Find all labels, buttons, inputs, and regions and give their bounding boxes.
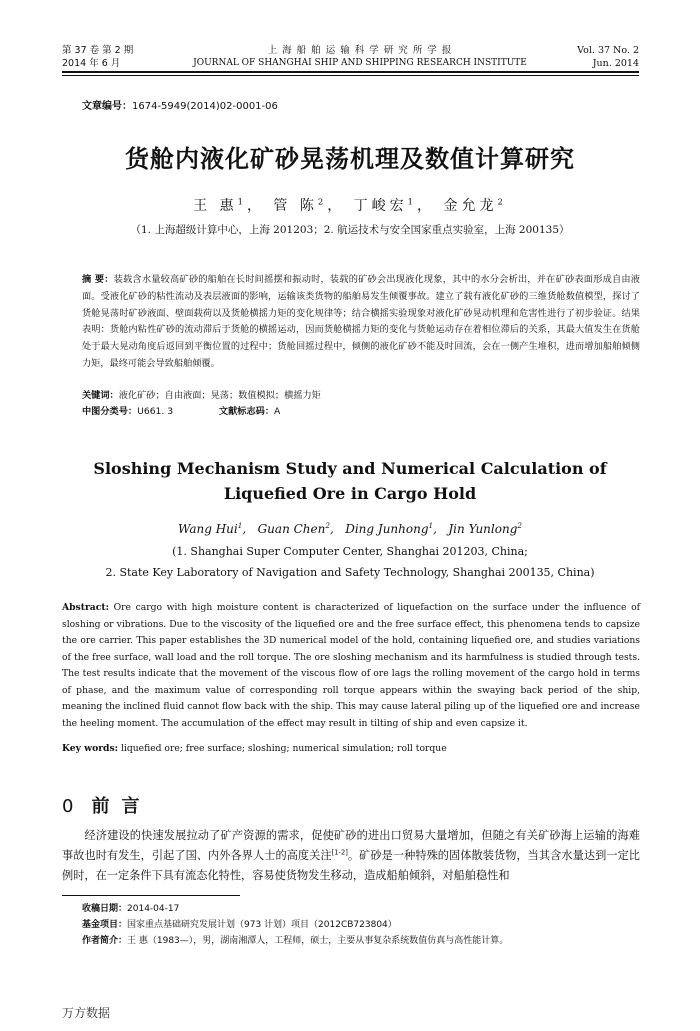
author-cn-3: 丁峻宏$^1$ [353,196,418,214]
citation: [1-2] [331,848,348,857]
paper-title-en-line2: Liquefied Ore in Cargo Hold [223,484,477,503]
article-number [82,97,278,112]
body-text-2: 。矿砂是一种特殊的固体散装货物，当其含水量达到一定比例时，在一定条件下具有流态化特性，容易使货物发生移动，造成船舶倾斜，对船舶稳性和 [62,849,640,882]
author-cn-2: 管 陈$^2$ [273,196,328,214]
paper-title-en-line1: Sloshing Mechanism Study and Numerical Calculation of [93,459,607,478]
clc-value: U661. 3 [137,406,174,417]
abstract-cn-label: 摘 要： [82,274,114,285]
clc-label: 中图分类号： [82,406,138,417]
doc-code-label: 文献标志码： [218,406,275,417]
footnote-received-text: 2014-04-17 [127,904,180,914]
journal-vol-en: Vol. 37 No. 2 [577,45,639,56]
author-en-1: Wang Hui$^1$ [178,521,243,536]
header-rule-thick [62,71,639,73]
authors-en: Wang Hui$^1$, Guan Chen$^2$, Ding Junhong$^1$, Jin Yunlong$^2$ [178,521,522,536]
doc-code-value: A [274,406,281,417]
journal-date-cn: 2014 年 6 月 [62,58,121,69]
authors-cn: 王 惠$^1$， 管 陈$^2$， 丁峻宏$^1$， 金允龙$^2$ [193,196,507,214]
abstract-en-text: Ore cargo with high moisture content is characterized of liquefaction on the surface under the influence of sloshing or vibrations. Due to the viscosity of the liquefied ore and the free surface effect, this phenomena tends to capsize the ore carrier. This paper establishes the 3D numerical model of the hold, containing liquefied ore, and studies variations of the free surface, wall load and the roll torque. The ore sloshing mechanism and its harmfulness is studied through tests. The test results indicate that the movement of the viscous flow of ore lags the rolling movement of the cargo hold in terms of phase, and the maximum value of corresponding roll torque appears within the swaying back period of the ship, meaning the inclined fluid cannot flow back with the ship. This may cause lateral piling up of the liquefied ore and increase the heeling moment. The accumulation of the effect may result in tilting of ship and even capsize it. [62,602,641,729]
footnote-received-label: 收稿日期： [82,904,128,914]
keywords-cn-label: 关键词： [82,390,119,401]
paper-title-en [0,456,700,506]
footnote-funding-text: 国家重点基础研究发展计划（973 计划）项目（2012CB723804） [127,920,397,930]
abstract-cn [82,272,640,373]
body-text-1: 经济建设的快速发展拉动了矿产资源的需求，促使矿砂的进出口贸易大量增加，但随之有关矿砂海上运输的海难事故也时有发生，引起了国、内外各界人士的高度关注 [62,829,640,862]
abstract-en [62,600,640,732]
body-paragraph [62,826,640,886]
section-heading [62,792,151,818]
keywords-en-label: Key words: [62,743,119,754]
author-cn-4: 金允龙$^2$ [443,196,507,214]
journal-volume-en [560,44,639,70]
footnote-author-bio [82,933,642,946]
keywords-en [62,743,640,754]
journal-name-cn: 上 海 船 舶 运 输 科 学 研 究 所 学 报 [267,45,453,56]
footnote-bio-text: 王 惠（1983—），男，湖南湘潭人，工程师，硕士，主要从事复杂系统数值仿真与高性能计算。 [127,936,509,946]
abstract-en-label: Abstract: [62,602,109,613]
keywords-cn-text: 液化矿砂；自由液面；晃荡；数值模拟；横摇力矩 [118,390,321,401]
affiliation-en-line1: (1. Shanghai Super Computer Center, Shanghai 201203, China; [172,545,528,558]
author-en-2: Guan Chen$^2$ [257,521,330,536]
author-en-4: Jin Yunlong$^2$ [448,521,522,536]
paper-title-cn: 货舱内液化矿砂晃荡机理及数值计算研究 [125,145,575,173]
author-en-3: Ding Junhong$^1$ [345,521,434,536]
journal-date-en: Jun. 2014 [592,58,639,69]
affiliation-en-line2: 2. State Key Laboratory of Navigation and Safety Technology, Shanghai 200135, China) [105,566,595,579]
journal-name-en: JOURNAL OF SHANGHAI SHIP AND SHIPPING RESEARCH INSTITUTE [193,58,527,68]
header-rule-thin [62,75,639,76]
classification [82,405,640,419]
section-number: 0 [62,796,74,817]
author-cn-1: 王 惠$^1$ [193,196,247,214]
footnote-funding [82,917,642,930]
abstract-cn-text: 装载含水量较高矿砂的船舶在长时间摇摆和振动时，装载的矿砂会出现液化现象，其中的水分会析出，并在矿砂表面形成自由液面。受液化矿砂的粘性流动及表层液面的影响，运输该类货物的船舶易发生倾覆事故。建立了载有液化矿砂的三维货舱数值模型，探讨了货舱晃荡时矿砂液面、壁面载荷以及货舱横摇力矩的变化规律等；结合横摇实验现象对液化矿砂晃动机理和危害性进行了初步验证。结果表明：货舱内粘性矿砂的流动滞后于货舱的横摇运动，因而货舱横摇力矩的变化与货舱运动存在着相位滞后的关系，其最大值发生在货舱处于最大晃动角度后返回到平衡位置的过程中；货舱回摇过程中，倾侧的液化矿砂不能及时回流，会在一侧产生堆积，进而增加船舶倾侧力矩，最终可能会导致船舶倾覆。 [82,274,640,369]
affiliation-cn: （1. 上海超级计算中心，上海 201203；2. 航运技术与安全国家重点实验室，上海 200135） [130,224,570,236]
keywords-cn [82,389,640,403]
footnote-rule [62,895,240,896]
journal-volume-cn: 第 37 卷 第 2 期 [62,45,134,56]
journal-name [150,44,570,70]
footnote-bio-label: 作者简介： [82,936,128,946]
watermark-wanfang: 万方数据 [62,1006,111,1020]
article-number-label: 文章编号： [82,101,132,112]
footnote-funding-label: 基金项目： [82,920,128,930]
keywords-en-text: liquefied ore; free surface; sloshing; numerical simulation; roll torque [120,743,447,754]
journal-volume-issue [62,44,133,70]
footnote-received [82,901,642,914]
section-title: 前言 [91,796,152,817]
article-number-value: 1674-5949(2014)02-0001-06 [132,101,278,112]
